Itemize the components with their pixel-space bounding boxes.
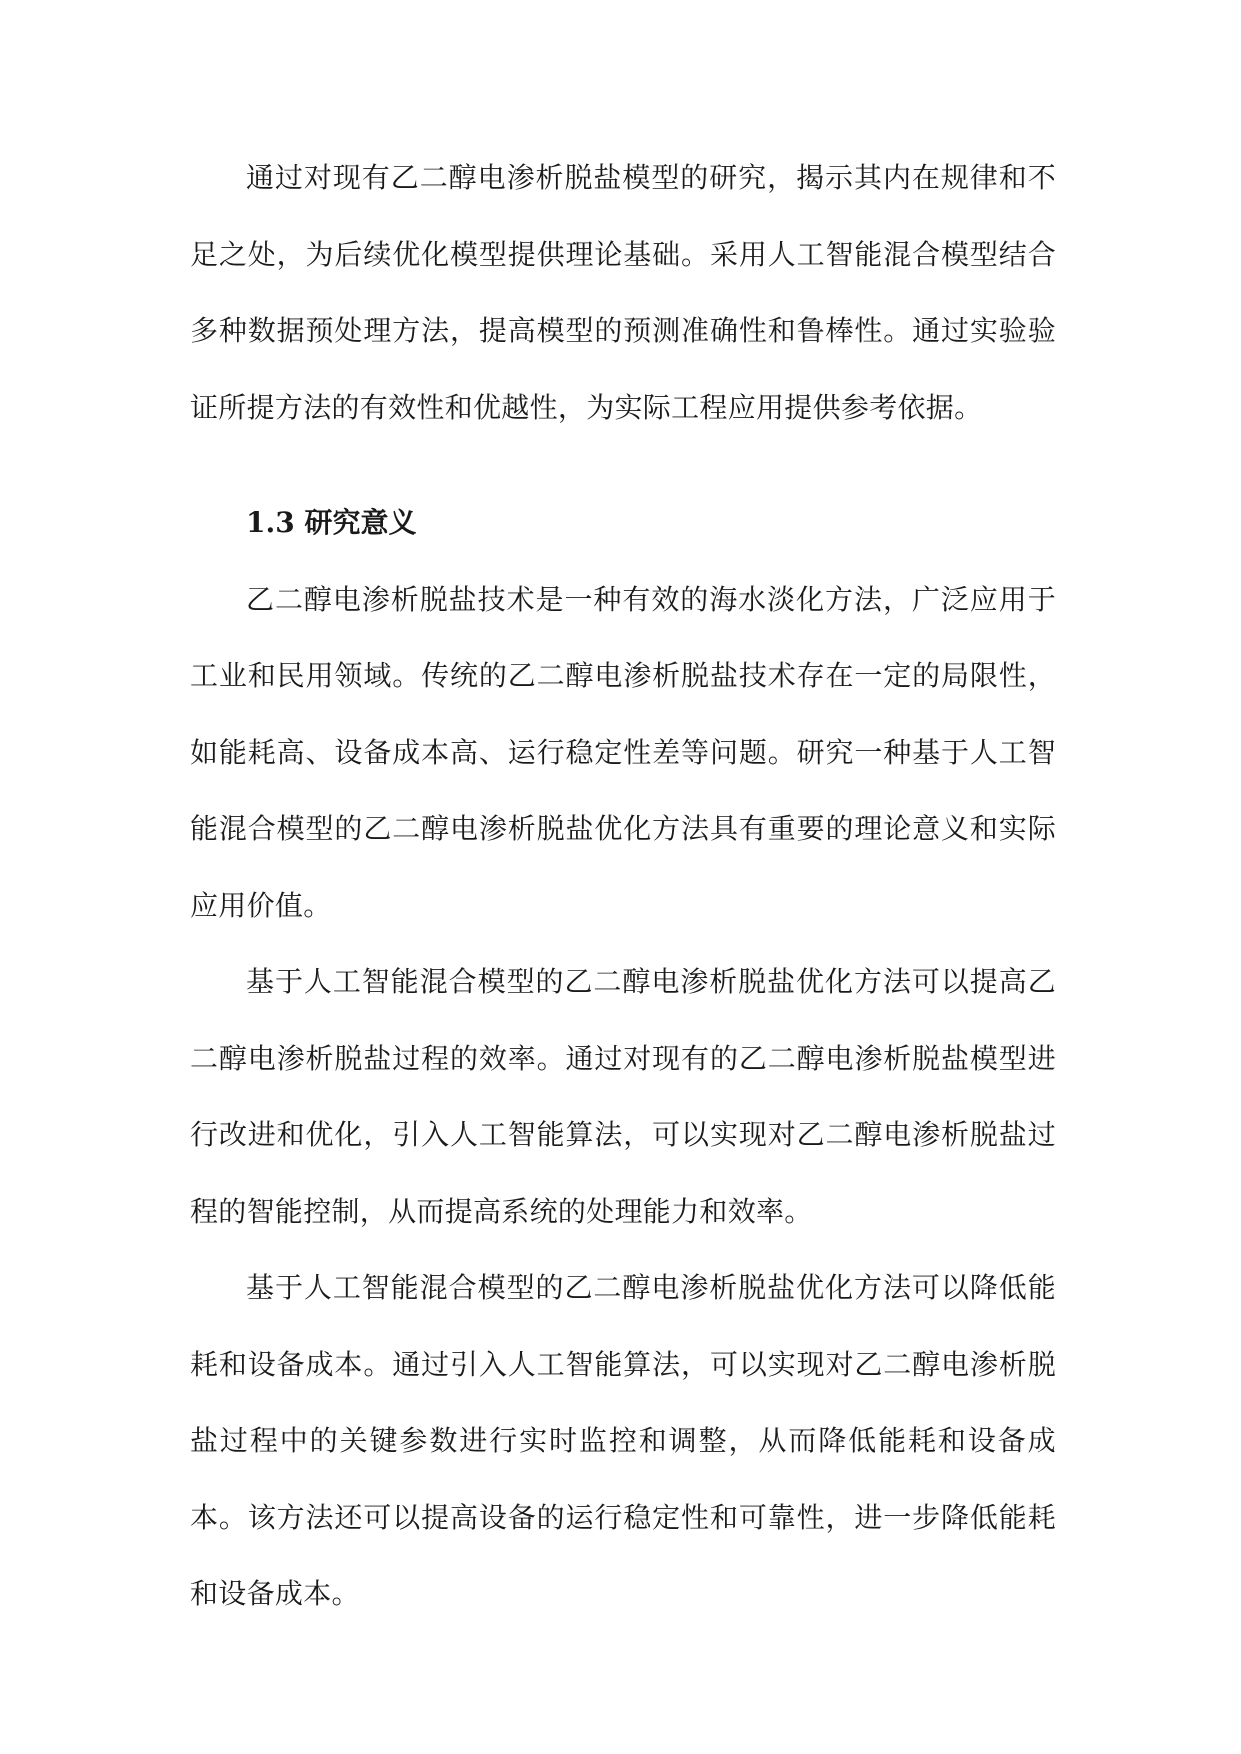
paragraph-efficiency: 基于人工智能混合模型的乙二醇电渗析脱盐优化方法可以提高乙二醇电渗析脱盐过程的效率。通过对现有的乙二醇电渗析脱盐模型进行改进和优化，引入人工智能算法，可以实现对乙二醇电渗析脱盐过程的智能控制，从而提高系统的处理能力和效率。 bbox=[190, 965, 1056, 1228]
paragraph-cost-reduction: 基于人工智能混合模型的乙二醇电渗析脱盐优化方法可以降低能耗和设备成本。通过引入人工智能算法，可以实现对乙二醇电渗析脱盐过程中的关键参数进行实时监控和调整，从而降低能耗和设备成本。该方法还可以提高设备的运行稳定性和可靠性，进一步降低能耗和设备成本。 bbox=[190, 1271, 1056, 1610]
paragraph-research-content: 通过对现有乙二醇电渗析脱盐模型的研究，揭示其内在规律和不足之处，为后续优化模型提供理论基础。采用人工智能混合模型结合多种数据预处理方法，提高模型的预测准确性和鲁棒性。通过实验验证所提方法的有效性和优越性，为实际工程应用提供参考依据。 bbox=[190, 161, 1056, 424]
section-number: 1.3 bbox=[246, 506, 295, 539]
paragraph-significance-intro: 乙二醇电渗析脱盐技术是一种有效的海水淡化方法，广泛应用于工业和民用领域。传统的乙二醇电渗析脱盐技术存在一定的局限性，如能耗高、设备成本高、运行稳定性差等问题。研究一种基于人工智能混合模型的乙二醇电渗析脱盐优化方法具有重要的理论意义和实际应用价值。 bbox=[190, 582, 1056, 922]
document-body bbox=[190, 140, 1056, 1633]
section-heading bbox=[190, 485, 1056, 562]
section-title: 研究意义 bbox=[304, 506, 417, 539]
